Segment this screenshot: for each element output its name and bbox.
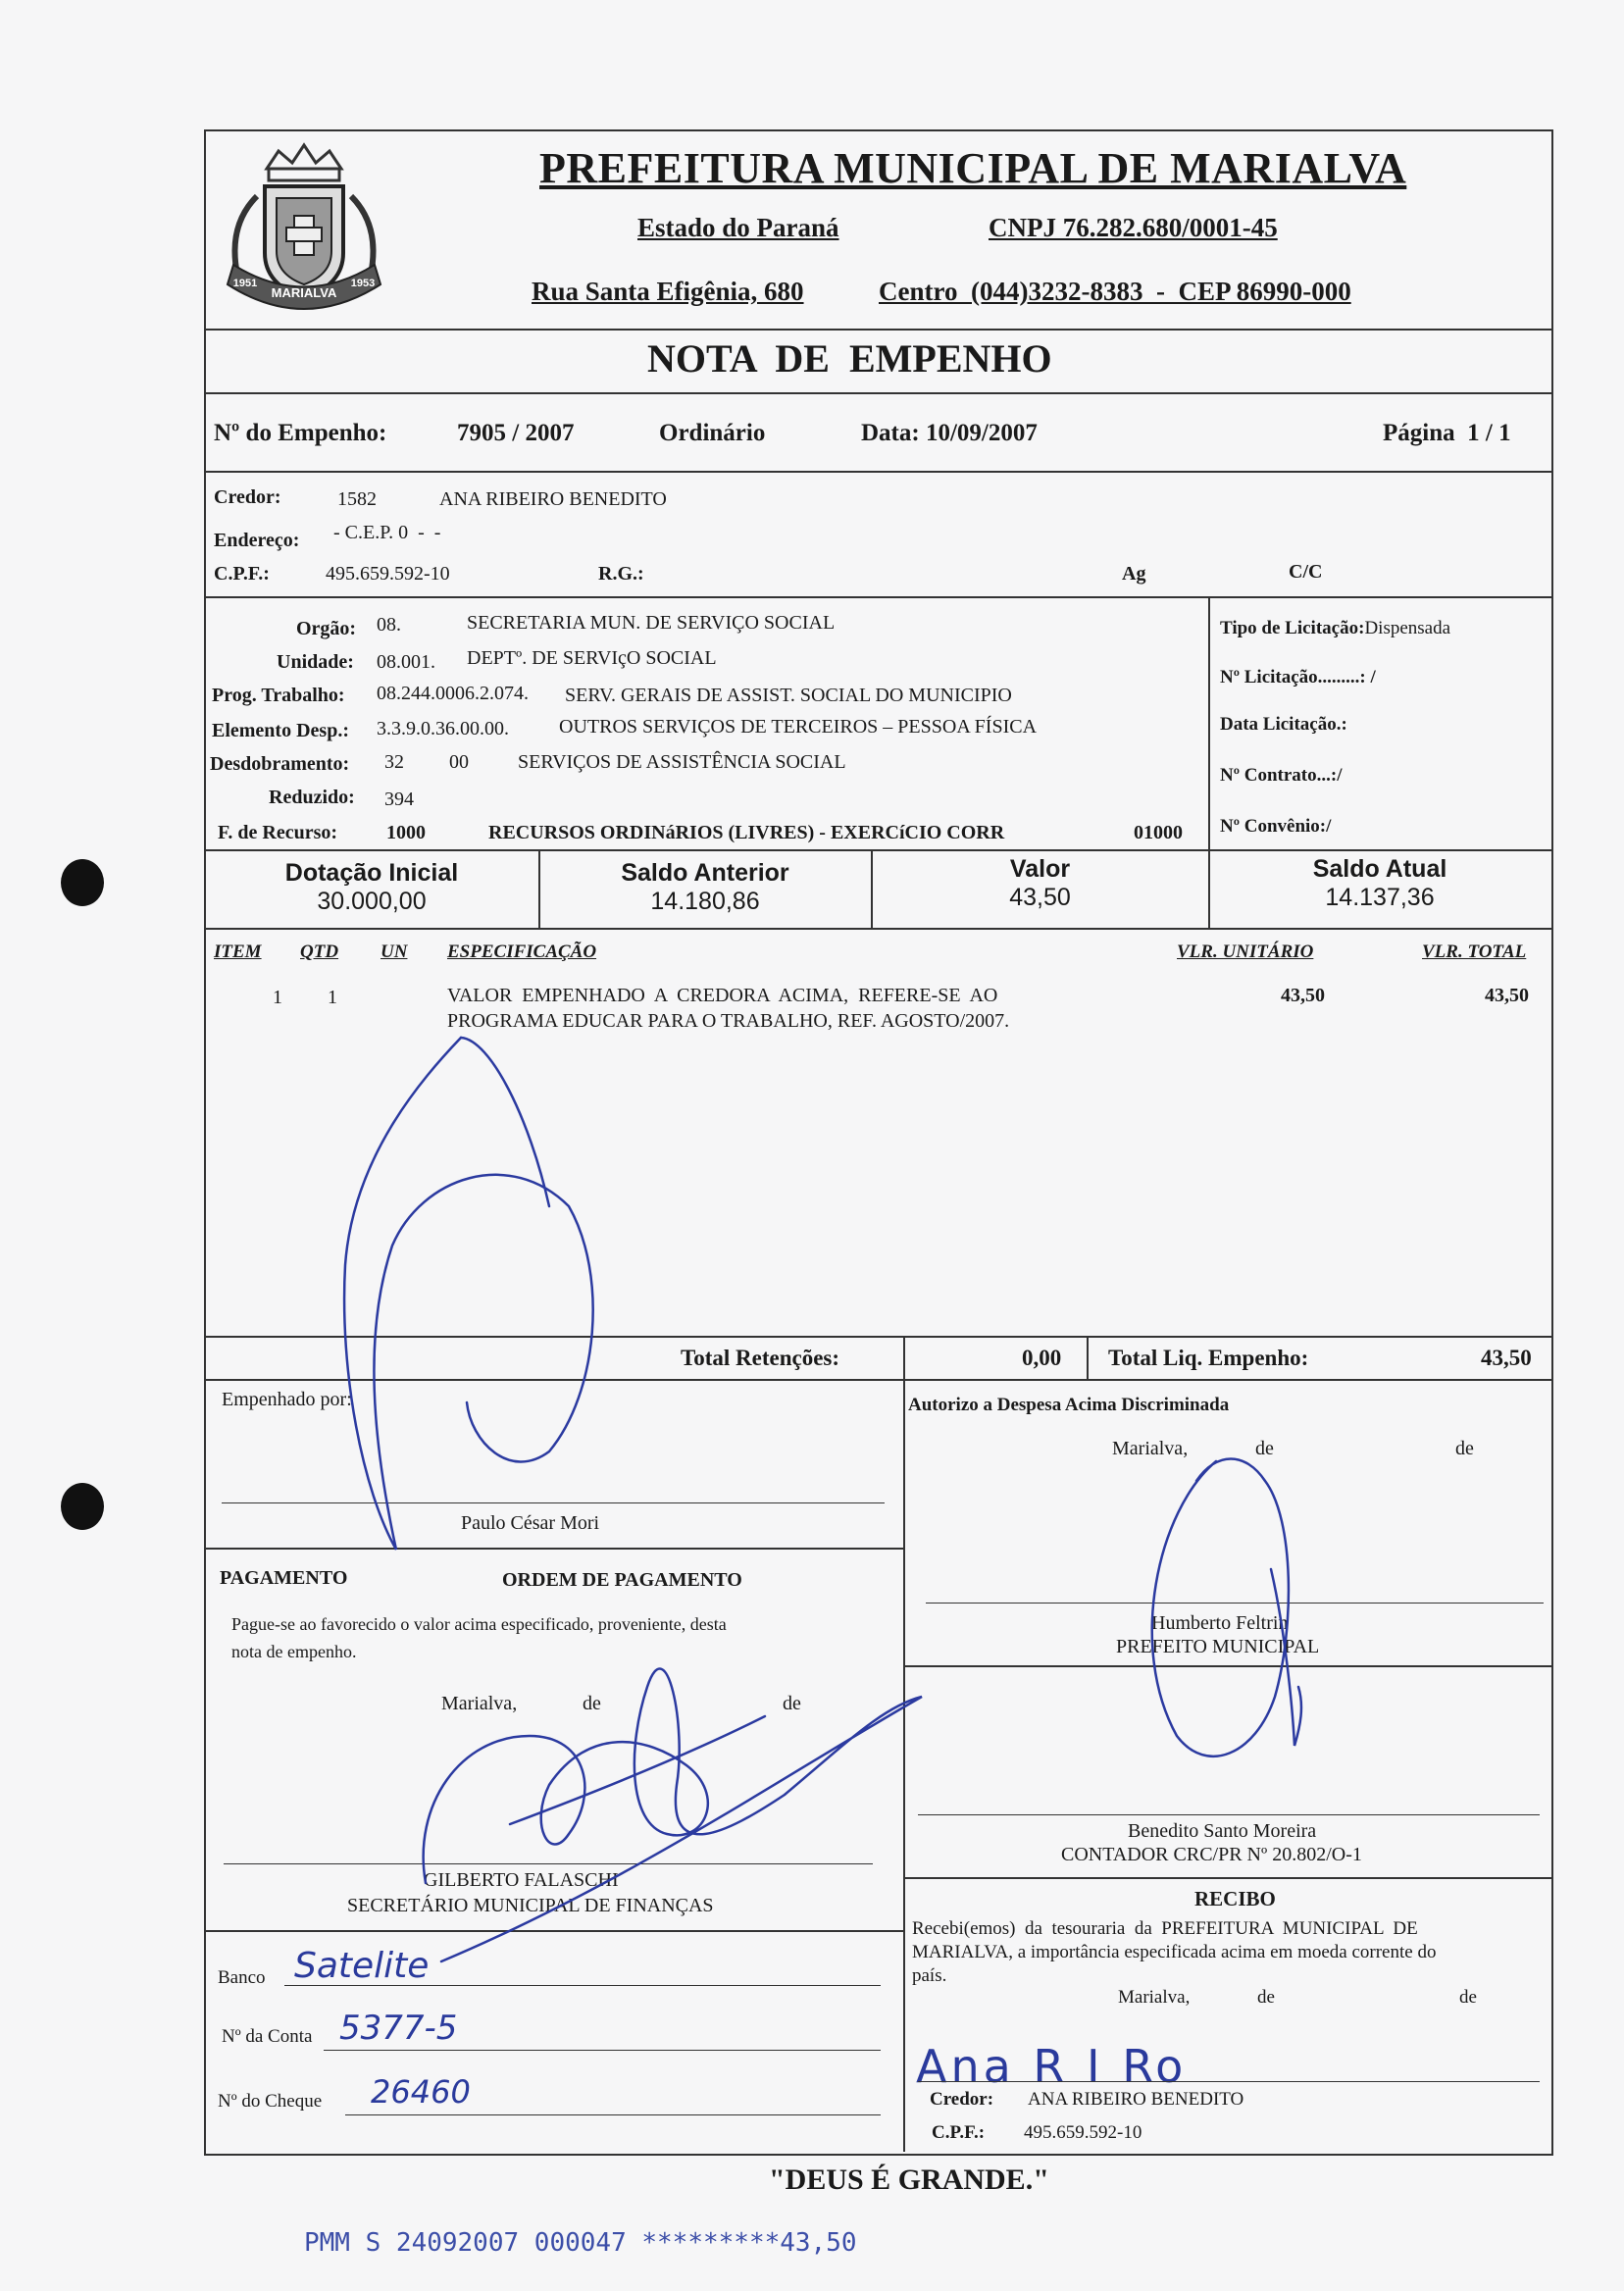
endereco-value: - C.E.P. 0 - - bbox=[333, 522, 441, 543]
conta-value: 5377-5 bbox=[339, 2009, 458, 2048]
item-number: 1 bbox=[273, 987, 282, 1008]
ordem-city: Marialva, bbox=[441, 1693, 518, 1714]
contador-title: CONTADOR CRC/PR Nº 20.802/O-1 bbox=[1061, 1844, 1362, 1865]
licitacao-date: Data Licitação.: bbox=[1220, 714, 1347, 735]
col-header-unit: VLR. UNITÁRIO bbox=[1177, 942, 1314, 962]
mechanical-stamp: PMM S 24092007 000047 *********43,50 bbox=[304, 2228, 857, 2258]
reduzido-value: 394 bbox=[384, 789, 414, 810]
empenho-number-label: Nº do Empenho: bbox=[214, 420, 387, 446]
credor-code: 1582 bbox=[337, 488, 377, 510]
prefeito-title: PREFEITO MUNICIPAL bbox=[1116, 1636, 1320, 1657]
cpf-label: C.P.F.: bbox=[214, 563, 270, 585]
seal-ribbon-text: MARIALVA bbox=[271, 285, 337, 300]
empenho-date: Data: 10/09/2007 bbox=[861, 420, 1038, 446]
balance-dotacao: Dotação Inicial 30.000,00 bbox=[284, 859, 459, 915]
punch-hole-bottom bbox=[61, 1483, 104, 1530]
ordem-de-1: de bbox=[583, 1693, 601, 1714]
orgao-label: Orgão: bbox=[296, 618, 357, 639]
orgao-desc: SECRETARIA MUN. DE SERVIÇO SOCIAL bbox=[467, 612, 836, 634]
licitacao-number: Nº Licitação.........: / bbox=[1220, 667, 1376, 687]
contrato-number: Nº Contrato...:/ bbox=[1220, 765, 1343, 786]
prog-code: 08.244.0006.2.074. bbox=[377, 683, 529, 704]
municipal-coat-of-arms-icon bbox=[208, 137, 400, 330]
rg-label: R.G.: bbox=[598, 563, 644, 585]
desdobramento-code2: 00 bbox=[449, 751, 469, 773]
pagamento-label: PAGAMENTO bbox=[220, 1567, 348, 1589]
recibo-signature: Ana R I Ro bbox=[916, 2040, 1188, 2093]
licitacao-tipo-value: Dispensada bbox=[1364, 618, 1451, 638]
unidade-label: Unidade: bbox=[277, 651, 354, 673]
autorizo-label: Autorizo a Despesa Acima Discriminada bbox=[908, 1395, 1230, 1415]
credor-name: ANA RIBEIRO BENEDITO bbox=[439, 488, 667, 510]
desdobramento-code1: 32 bbox=[384, 751, 404, 773]
item-qtd: 1 bbox=[328, 987, 337, 1008]
autorizo-de-2: de bbox=[1455, 1438, 1474, 1459]
item-spec-line1: VALOR EMPENHADO A CREDORA ACIMA, REFERE-SE AO bbox=[447, 985, 998, 1006]
elemento-code: 3.3.9.0.36.00.00. bbox=[377, 718, 509, 739]
ag-label: Ag bbox=[1122, 563, 1146, 585]
ordem-pagamento-title: ORDEM DE PAGAMENTO bbox=[502, 1569, 742, 1591]
elemento-label: Elemento Desp.: bbox=[212, 720, 349, 741]
motto: "DEUS É GRANDE." bbox=[769, 2164, 1049, 2196]
total-retencoes-label: Total Retenções: bbox=[681, 1346, 840, 1370]
col-header-item: ITEM bbox=[214, 942, 262, 962]
balance-valor: Valor 43,50 bbox=[1009, 855, 1071, 911]
item-unit-value: 43,50 bbox=[1281, 985, 1325, 1006]
credor-label: Credor: bbox=[214, 486, 281, 508]
contador-name: Benedito Santo Moreira bbox=[1128, 1820, 1317, 1842]
banco-value: Satelite bbox=[294, 1946, 430, 1986]
cc-label: C/C bbox=[1289, 561, 1323, 583]
cpf-value: 495.659.592-10 bbox=[326, 563, 450, 585]
fonte-code2: 01000 bbox=[1134, 822, 1183, 843]
elemento-desc: OUTROS SERVIÇOS DE TERCEIROS – PESSOA FÍSICA bbox=[559, 716, 1038, 738]
header-phone: Centro (044)3232-8383 - CEP 86990-000 bbox=[879, 277, 1351, 306]
reduzido-label: Reduzido: bbox=[269, 787, 355, 808]
prefeito-name: Humberto Feltrin bbox=[1151, 1612, 1289, 1634]
recibo-credor-label: Credor: bbox=[930, 2089, 994, 2110]
recibo-credor-name: ANA RIBEIRO BENEDITO bbox=[1028, 2089, 1244, 2110]
autorizo-city: Marialva, bbox=[1112, 1438, 1189, 1459]
recibo-de-1: de bbox=[1257, 1987, 1275, 2008]
ordem-text-line1: Pague-se ao favorecido o valor acima especificado, proveniente, desta bbox=[231, 1614, 727, 1634]
balance-saldo-anterior: Saldo Anterior 14.180,86 bbox=[621, 859, 789, 915]
secretario-title: SECRETÁRIO MUNICIPAL DE FINANÇAS bbox=[347, 1895, 714, 1916]
header-cnpj: CNPJ 76.282.680/0001-45 bbox=[989, 213, 1278, 242]
header-address: Rua Santa Efigênia, 680 bbox=[532, 277, 804, 306]
recibo-cpf-label: C.P.F.: bbox=[932, 2122, 986, 2143]
fonte-code: 1000 bbox=[386, 822, 426, 843]
header-title: PREFEITURA MUNICIPAL DE MARIALVA bbox=[539, 144, 1407, 192]
cheque-value: 26460 bbox=[371, 2073, 471, 2111]
ordem-text-line2: nota de empenho. bbox=[231, 1642, 357, 1661]
desdobramento-label: Desdobramento: bbox=[210, 753, 350, 775]
header-state: Estado do Paraná bbox=[637, 213, 839, 242]
empenho-type: Ordinário bbox=[659, 420, 766, 446]
recibo-cpf-value: 495.659.592-10 bbox=[1024, 2122, 1142, 2143]
item-spec-line2: PROGRAMA EDUCAR PARA O TRABALHO, REF. AGOSTO/2007. bbox=[447, 1010, 1010, 1032]
total-retencoes-value: 0,00 bbox=[1022, 1346, 1062, 1370]
prog-desc: SERV. GERAIS DE ASSIST. SOCIAL DO MUNICIPIO bbox=[565, 685, 1012, 706]
total-liquido-label: Total Liq. Empenho: bbox=[1108, 1346, 1309, 1370]
endereco-label: Endereço: bbox=[214, 530, 300, 551]
recibo-text-line2: MARIALVA, a importância especificada acima em moeda corrente do bbox=[912, 1942, 1437, 1962]
item-total-value: 43,50 bbox=[1485, 985, 1529, 1006]
autorizo-de-1: de bbox=[1255, 1438, 1274, 1459]
banco-label: Banco bbox=[218, 1967, 266, 1988]
cheque-label: Nº do Cheque bbox=[218, 2091, 323, 2112]
unidade-code: 08.001. bbox=[377, 651, 435, 673]
recibo-text-line1: Recebi(emos) da tesouraria da PREFEITURA MUNICIPAL DE bbox=[912, 1918, 1418, 1939]
recibo-text-line3: país. bbox=[912, 1965, 947, 1986]
svg-text:1953: 1953 bbox=[350, 278, 376, 289]
recibo-title: RECIBO bbox=[1194, 1887, 1276, 1910]
balance-saldo-atual: Saldo Atual 14.137,36 bbox=[1312, 855, 1447, 911]
desdobramento-desc: SERVIÇOS DE ASSISTÊNCIA SOCIAL bbox=[518, 751, 846, 773]
orgao-code: 08. bbox=[377, 614, 401, 636]
convenio-number: Nº Convênio:/ bbox=[1220, 816, 1332, 837]
conta-label: Nº da Conta bbox=[222, 2026, 313, 2047]
svg-text:1951: 1951 bbox=[232, 278, 258, 289]
recibo-de-2: de bbox=[1459, 1987, 1477, 2008]
fonte-desc: RECURSOS ORDINáRIOS (LIVRES) - EXERCíCIO CORR bbox=[488, 822, 1005, 843]
unidade-desc: DEPTº. DE SERVIçO SOCIAL bbox=[467, 647, 717, 669]
empenho-number: 7905 / 2007 bbox=[457, 420, 575, 446]
col-header-total: VLR. TOTAL bbox=[1422, 942, 1527, 962]
licitacao-tipo-label: Tipo de Licitação:Dispensada bbox=[1220, 618, 1451, 638]
document-title: NOTA DE EMPENHO bbox=[647, 336, 1052, 381]
empenhado-por-name: Paulo César Mori bbox=[461, 1512, 600, 1534]
prog-label: Prog. Trabalho: bbox=[212, 685, 345, 706]
fonte-label: F. de Recurso: bbox=[218, 822, 338, 843]
ordem-de-2: de bbox=[783, 1693, 801, 1714]
punch-hole-top bbox=[61, 859, 104, 906]
secretario-name: GILBERTO FALASCHI bbox=[424, 1869, 619, 1891]
col-header-qtd: QTD bbox=[300, 942, 339, 962]
col-header-spec: ESPECIFICAÇÃO bbox=[447, 942, 597, 962]
empenhado-por-label: Empenhado por: bbox=[222, 1389, 352, 1410]
recibo-city: Marialva, bbox=[1118, 1987, 1191, 2008]
col-header-un: UN bbox=[381, 942, 408, 962]
total-liquido-value: 43,50 bbox=[1481, 1346, 1532, 1370]
page-indicator: Página 1 / 1 bbox=[1383, 420, 1511, 446]
